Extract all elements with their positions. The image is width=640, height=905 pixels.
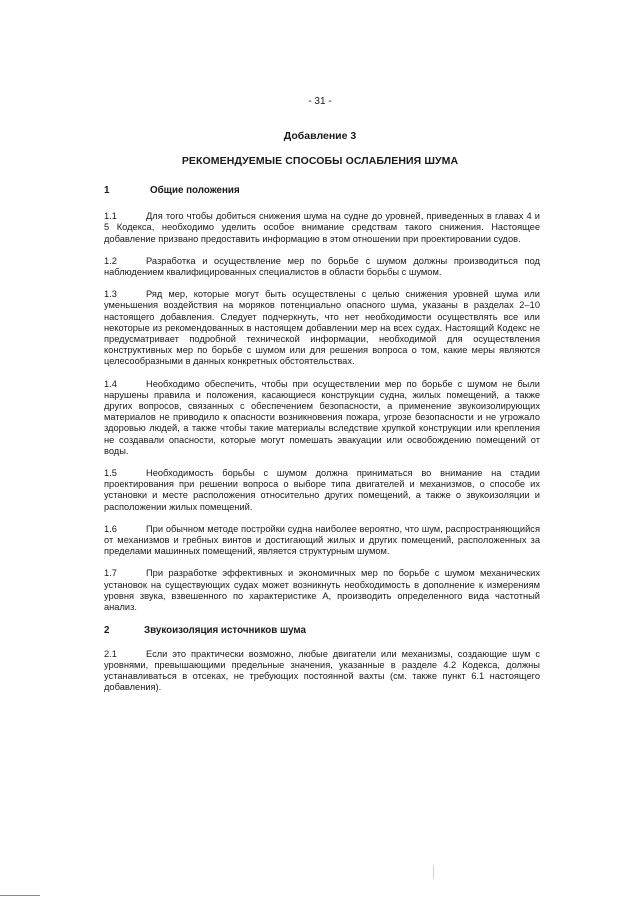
section-number: 2 <box>104 625 110 637</box>
paragraph-1-5 <box>104 468 540 513</box>
paragraph-text: Разработка и осуществление мер по борьбе с шумом должны производиться под наблюдением квалифицированных специалистов в области борьбы с шумом. <box>104 255 540 278</box>
section-title: Звукоизоляция источников шума <box>144 625 306 637</box>
paragraph-number: 1.5 <box>104 468 117 479</box>
paragraph-text: Если это практически возможно, любые двигатели или механизмы, создающие шум с уровнями, превышающими предельные значения, указанные в разделе 4.2 Кодекса, должны устанавливаться в отсеках, не требующих постоянной вахты (см. также пункт 6.1 настоящего добавления). <box>104 648 540 693</box>
section-title: Общие положения <box>150 185 240 196</box>
paragraph-1-7 <box>104 568 540 613</box>
paragraph-number: 1.6 <box>104 523 117 534</box>
paragraph-text: Необходимость борьбы с шумом должна приниматься во внимание на стадии проектирования при решении вопроса о выборе типа двигателей и механизмов, о способе их установки и месте расположения относительно других помещений, а также о звукоизоляции и расположении жилых помещений. <box>104 468 540 512</box>
paragraph-text: При обычном методе постройки судна наиболее вероятно, что шум, распространяющийся от механизмов и гребных винтов и достигающий жилых и других помещений, расположенных за пределами машинных помещений, является структурным шумом. <box>104 523 540 557</box>
section-heading-1 <box>104 185 540 196</box>
paragraph-2-1 <box>104 649 540 694</box>
document-body <box>104 185 540 704</box>
scan-artifact <box>433 865 434 879</box>
section-heading-2 <box>104 625 540 636</box>
paragraph-1-3 <box>104 289 540 367</box>
paragraph-1-2 <box>104 256 540 278</box>
paragraph-number: 2.1 <box>104 648 117 659</box>
paragraph-text: Необходимо обеспечить, чтобы при осуществлении мер по борьбе с шумом не были нарушены правила и положения, касающиеся конструкции судна, жилых помещений, а также других вопросов, связанных с обеспечением безопасности, а применение звукоизолирующих материалов не приводило к опасности возникновения пожара, угрозе безопасности и не угрожало здоровью людей, а также чтобы такие материалы вследствие хрупкой конструкции или крепления не создавали опасности, которые могут помешать эвакуации или освобождению помещений от воды. <box>104 378 540 456</box>
paragraph-number: 1.7 <box>104 568 117 579</box>
paragraph-number: 1.1 <box>104 211 117 222</box>
paragraph-number: 1.3 <box>104 289 117 300</box>
document-title: РЕКОМЕНДУЕМЫЕ СПОСОБЫ ОСЛАБЛЕНИЯ ШУМА <box>181 155 459 167</box>
appendix-title: Добавление 3 <box>283 130 357 142</box>
section-number: 1 <box>104 185 110 196</box>
paragraph-1-1 <box>104 211 540 245</box>
page-number: - 31 - <box>308 96 332 107</box>
paragraph-text: Ряд мер, которые могут быть осуществлены с целью снижения уровней шума или уменьшения воздействия на моряков потенциально опасного шума, указаны в разделах 2–10 настоящего добавления. Следует подчеркнуть, что нет необходимости осуществлять все или некоторые из рекомендованных в настоящем добавлении мер на всех судах. Настоящий Кодекс не предусматривает подробной технической информации, необходимой для осуществления конструктивных мер по борьбе с шумом или для решения вопроса о том, какие меры являются целесообразными в данных конкретных обстоятельствах. <box>104 289 540 367</box>
paragraph-number: 1.2 <box>104 255 117 266</box>
bottom-rule <box>0 895 40 896</box>
paragraph-1-4 <box>104 379 540 457</box>
paragraph-text: При разработке эффективных и экономичных мер по борьбе с шумом механических установок на существующих судах может возникнуть необходимость в дополнение к измерениям уровня звука, взвешенного по характеристике A, производить определенного вида частотный анализ. <box>104 568 540 613</box>
paragraph-number: 1.4 <box>104 378 117 389</box>
paragraph-1-6 <box>104 524 540 558</box>
paragraph-text: Для того чтобы добиться снижения шума на судне до уровней, приведенных в главах 4 и 5 Кодекса, необходимо уделить особое внимание средствам такого снижения. Настоящее добавление призвано предоставить информацию в этом отношении при проектировании судов. <box>104 211 540 244</box>
